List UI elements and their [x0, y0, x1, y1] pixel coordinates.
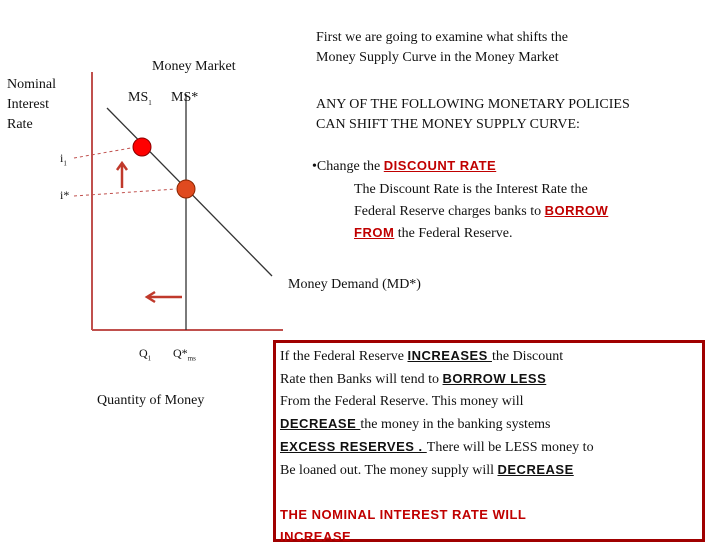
bullet-discount-rate [312, 157, 496, 176]
definition-line-3: FROM the Federal Reserve. [354, 225, 513, 241]
i-star-dashed-guide [74, 189, 176, 196]
borrow-highlight: BORROW [544, 203, 609, 218]
ms-star-label: MS* [171, 90, 199, 105]
discount-rate-highlight: DISCOUNT RATE [383, 158, 497, 173]
diagram-title: Money Market [152, 59, 236, 74]
bullet-icon: • [312, 159, 317, 174]
q1-label: $Q_1$ [139, 346, 152, 363]
intro-text [316, 28, 568, 68]
explanation-line-5: EXCESS RESERVES . There will be LESS money to [280, 439, 594, 455]
x-axis-label: Quantity of Money [97, 393, 205, 408]
left-arrow-icon [147, 292, 182, 302]
policies-line-2: CAN SHIFT THE MONEY SUPPLY CURVE: [316, 117, 580, 132]
up-arrow-icon [117, 163, 127, 188]
intro-line-2: Money Supply Curve in the Money Market [316, 50, 559, 65]
conclusion-line-2: INCREASE [280, 529, 352, 544]
increases-highlight: INCREASES [407, 348, 492, 363]
explanation-line-6: Be loaned out. The money supply will DECREASE [280, 462, 574, 478]
bullet-prefix: Change the [316, 159, 384, 174]
from-highlight: FROM [354, 225, 395, 240]
borrow-less-highlight: BORROW LESS [442, 371, 547, 386]
intro-line-1: First we are going to examine what shifts the [316, 30, 568, 45]
explanation-text [280, 345, 594, 548]
y-axis-label-line-2: Interest [7, 97, 49, 112]
decrease-highlight-1: DECREASE [280, 416, 361, 431]
conclusion-line-1: THE NOMINAL INTEREST RATE WILL [280, 507, 527, 522]
ms1-label: $MS_1$ [128, 90, 152, 107]
policies-line-1: ANY OF THE FOLLOWING MONETARY POLICIES [316, 97, 630, 112]
q-star-label: $Q*_{ms}$ [173, 346, 196, 363]
explanation-line-1: If the Federal Reserve INCREASES the Discount [280, 348, 564, 364]
y-axis-label [7, 75, 56, 135]
equilibrium-point-original [177, 180, 195, 198]
decrease-highlight-2: DECREASE [497, 462, 574, 477]
discount-rate-definition [354, 179, 608, 244]
policies-heading [316, 95, 630, 135]
money-demand-label: Money Demand (MD*) [288, 277, 421, 292]
i1-label: $i_1$ [60, 151, 67, 168]
explanation-line-4: DECREASE the money in the banking systems [280, 416, 551, 432]
y-axis-label-line-1: Nominal [7, 77, 56, 92]
i-star-label: i* [60, 188, 70, 202]
explanation-line-3: From the Federal Reserve. This money will [280, 394, 524, 409]
y-axis-label-line-3: Rate [7, 117, 33, 132]
definition-line-2: Federal Reserve charges banks to BORROW [354, 203, 609, 219]
definition-line-1: The Discount Rate is the Interest Rate the [354, 182, 588, 197]
explanation-line-2: Rate then Banks will tend to BORROW LESS [280, 371, 547, 387]
equilibrium-point-new [133, 138, 151, 156]
i1-dashed-guide [74, 148, 131, 158]
excess-reserves-highlight: EXCESS RESERVES . [280, 439, 427, 454]
